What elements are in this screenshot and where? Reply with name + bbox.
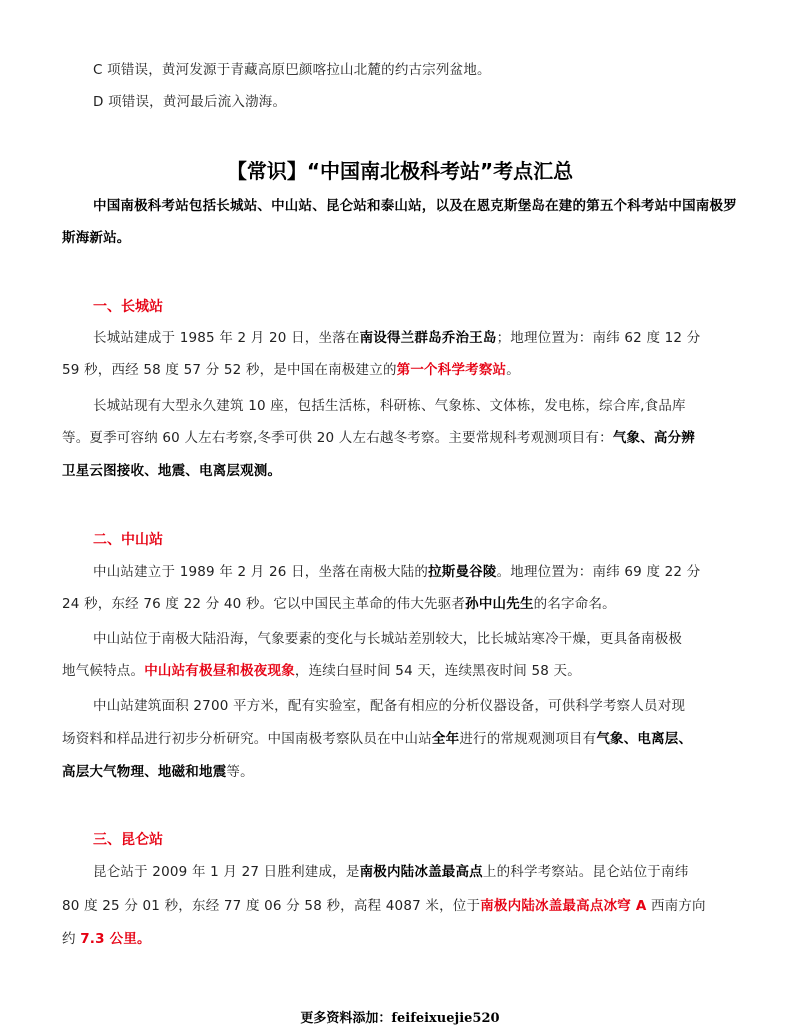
highlight-span: 7.3 公里。 — [80, 931, 151, 947]
paragraph-line — [93, 562, 700, 582]
text-span: 中山站建立于 1989 年 2 月 26 日，坐落在南极大陆的 — [93, 564, 429, 580]
bold-span: 全年 — [431, 731, 460, 747]
paragraph-line — [62, 896, 706, 916]
text-span: ；地理位置为：南纬 62 度 12 分 — [496, 330, 701, 346]
text-span: 昆仑站于 2009 年 1 月 27 日胜利建成，是 — [93, 864, 360, 880]
text-span: 西南方向 — [646, 898, 706, 914]
text-span: 。 — [506, 362, 520, 378]
lead-line-2: 斯海新站。 — [62, 230, 131, 246]
section-heading-changcheng: 一、长城站 — [93, 299, 163, 315]
text-span: 约 — [62, 931, 81, 947]
bold-span: 孙中山先生 — [465, 596, 534, 612]
paragraph-line — [62, 594, 616, 614]
section-heading-zhongshan: 二、中山站 — [93, 532, 163, 548]
page-title: 【常识】“中国南北极科考站”考点汇总 — [226, 159, 574, 183]
paragraph-line — [62, 428, 695, 448]
bold-span: 气象、高分辨 — [612, 430, 696, 446]
bold-span: 南设得兰群岛乔治王岛 — [359, 330, 497, 346]
paragraph-line — [62, 661, 581, 681]
bold-span: 拉斯曼谷陵 — [428, 564, 497, 580]
lead-line-1: 中国南极科考站包括长城站、中山站、昆仑站和泰山站，以及在恩克斯堡岛在建的第五个科考站中国南极罗 — [93, 198, 737, 214]
footer-contact: 更多资料添加：feifeixuejie520 — [300, 1011, 500, 1026]
text-span: 进行的常规观测项目有 — [459, 731, 597, 747]
bold-span: 高层大气物理、地磁和地震 — [62, 764, 227, 780]
section-heading-kunlun: 三、昆仑站 — [93, 832, 163, 848]
highlight-span: 南极内陆冰盖最高点冰穹 A — [480, 898, 647, 914]
paragraph-line — [62, 360, 520, 380]
text-span: 上的科学考察站。昆仑站位于南纬 — [482, 864, 689, 880]
text-span: 等。 — [226, 764, 254, 780]
paragraph-line: 中山站位于南极大陆沿海，气象要素的变化与长城站差别较大，比长城站寒冷干燥，更具备南极极 — [93, 631, 683, 647]
paragraph-line — [62, 762, 254, 782]
paragraph-line: 长城站现有大型永久建筑 10 座，包括生活栋，科研栋、气象栋、文体栋，发电栋，综合库,食品库 — [93, 398, 686, 414]
text-span: 24 秒，东经 76 度 22 分 40 秒。它以中国民主革命的伟大先驱者 — [62, 596, 466, 612]
bold-span: 气象、电离层、 — [596, 731, 693, 747]
paragraph-line — [93, 862, 688, 882]
option-d-text: D 项错误，黄河最后流入渤海。 — [93, 94, 287, 110]
text-span: 80 度 25 分 01 秒，东经 77 度 06 分 58 秒，高程 4087 米，位于 — [62, 898, 481, 914]
text-span: 的名字命名。 — [533, 596, 616, 612]
highlight-span: 中山站有极昼和极夜现象 — [144, 663, 295, 679]
paragraph-line: 卫星云图接收、地震、电离层观测。 — [62, 463, 282, 479]
text-span: 场资料和样品进行初步分析研究。中国南极考察队员在中山站 — [62, 731, 432, 747]
bold-span: 南极内陆冰盖最高点 — [359, 864, 483, 880]
text-span: 59 秒，西经 58 度 57 分 52 秒，是中国在南极建立的 — [62, 362, 397, 378]
paragraph-line — [93, 328, 700, 348]
text-span: 。地理位置为：南纬 69 度 22 分 — [496, 564, 701, 580]
text-span: ，连续白昼时间 54 天，连续黑夜时间 58 天。 — [294, 663, 581, 679]
paragraph-line — [62, 929, 151, 949]
paragraph-line — [62, 729, 692, 749]
highlight-span: 第一个科学考察站 — [396, 362, 507, 378]
option-c-text: C 项错误，黄河发源于青藏高原巴颜喀拉山北麓的约古宗列盆地。 — [93, 62, 491, 78]
text-span: 地气候特点。 — [62, 663, 145, 679]
text-span: 长城站建成于 1985 年 2 月 20 日，坐落在 — [93, 330, 360, 346]
text-span: 等。夏季可容纳 60 人左右考察,冬季可供 20 人左右越冬考察。主要常规科考观测项目有： — [62, 430, 613, 446]
paragraph-line: 中山站建筑面积 2700 平方米，配有实验室，配备有相应的分析仪器设备，可供科学考察人员对现 — [93, 698, 686, 714]
